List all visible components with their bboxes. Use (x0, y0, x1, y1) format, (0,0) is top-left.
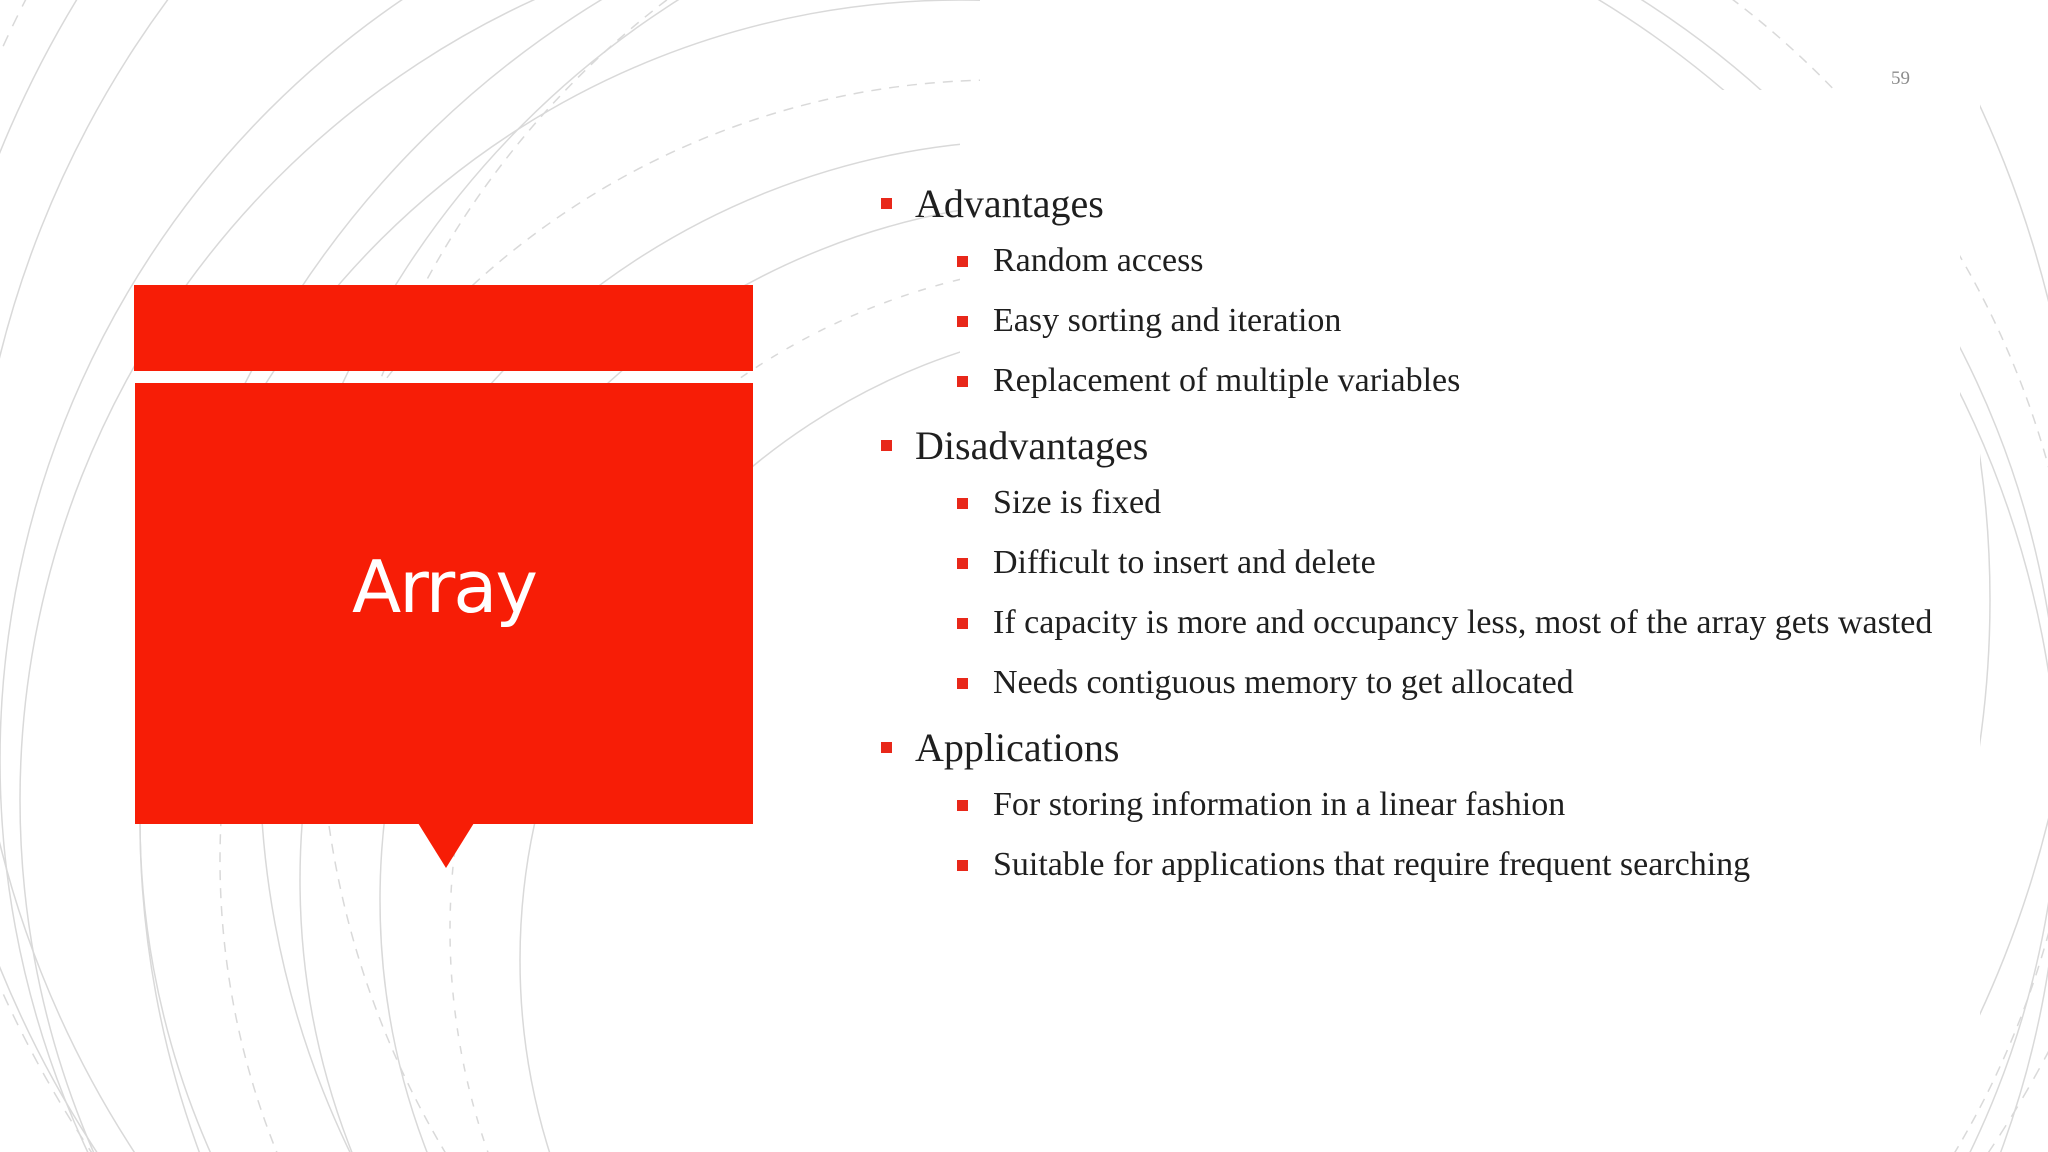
list-item (880, 658, 1990, 708)
square-bullet-icon (957, 558, 968, 569)
square-bullet-icon (957, 376, 968, 387)
sub-list (880, 780, 1990, 890)
list-item-text: Size is fixed (993, 484, 1162, 521)
section-heading-text: Applications (915, 725, 1120, 770)
list-item (880, 598, 1990, 648)
square-bullet-icon (957, 498, 968, 509)
sub-list (880, 236, 1990, 406)
list-item-text: Suitable for applications that require frequent searching (993, 846, 1751, 883)
square-bullet-icon (957, 678, 968, 689)
square-bullet-icon (957, 618, 968, 629)
section-heading (880, 178, 1990, 230)
list-item (880, 840, 1990, 890)
square-bullet-icon (957, 800, 968, 811)
list-item-text: Difficult to insert and delete (993, 544, 1376, 581)
square-bullet-icon (957, 256, 968, 267)
section-heading (880, 722, 1990, 774)
list-item (880, 478, 1990, 528)
list-item-text: Random access (993, 242, 1204, 279)
list-item-text: For storing information in a linear fashion (993, 786, 1566, 823)
section-heading (880, 420, 1990, 472)
sub-list (880, 478, 1990, 708)
list-item (880, 296, 1990, 346)
section-heading-text: Advantages (915, 181, 1104, 226)
square-bullet-icon (881, 440, 892, 451)
square-bullet-icon (957, 860, 968, 871)
list-item-text: Easy sorting and iteration (993, 302, 1342, 339)
square-bullet-icon (881, 198, 892, 209)
slide-number: 59 (1891, 68, 1910, 89)
section-disadvantages (880, 420, 1990, 708)
list-item (880, 356, 1990, 406)
title-accent-bar (134, 285, 753, 371)
list-item (880, 780, 1990, 830)
section-heading-text: Disadvantages (915, 423, 1149, 468)
list-item-text: If capacity is more and occupancy less, most of the array gets wasted (993, 604, 1933, 641)
section-advantages (880, 178, 1990, 406)
list-item-text: Replacement of multiple variables (993, 362, 1461, 399)
square-bullet-icon (957, 316, 968, 327)
section-applications (880, 722, 1990, 890)
list-item-text: Needs contiguous memory to get allocated (993, 664, 1574, 701)
bullet-content (880, 178, 1990, 904)
title-box-pointer (418, 823, 474, 868)
slide-title: Array (352, 545, 536, 629)
list-item (880, 538, 1990, 588)
square-bullet-icon (881, 742, 892, 753)
list-item (880, 236, 1990, 286)
